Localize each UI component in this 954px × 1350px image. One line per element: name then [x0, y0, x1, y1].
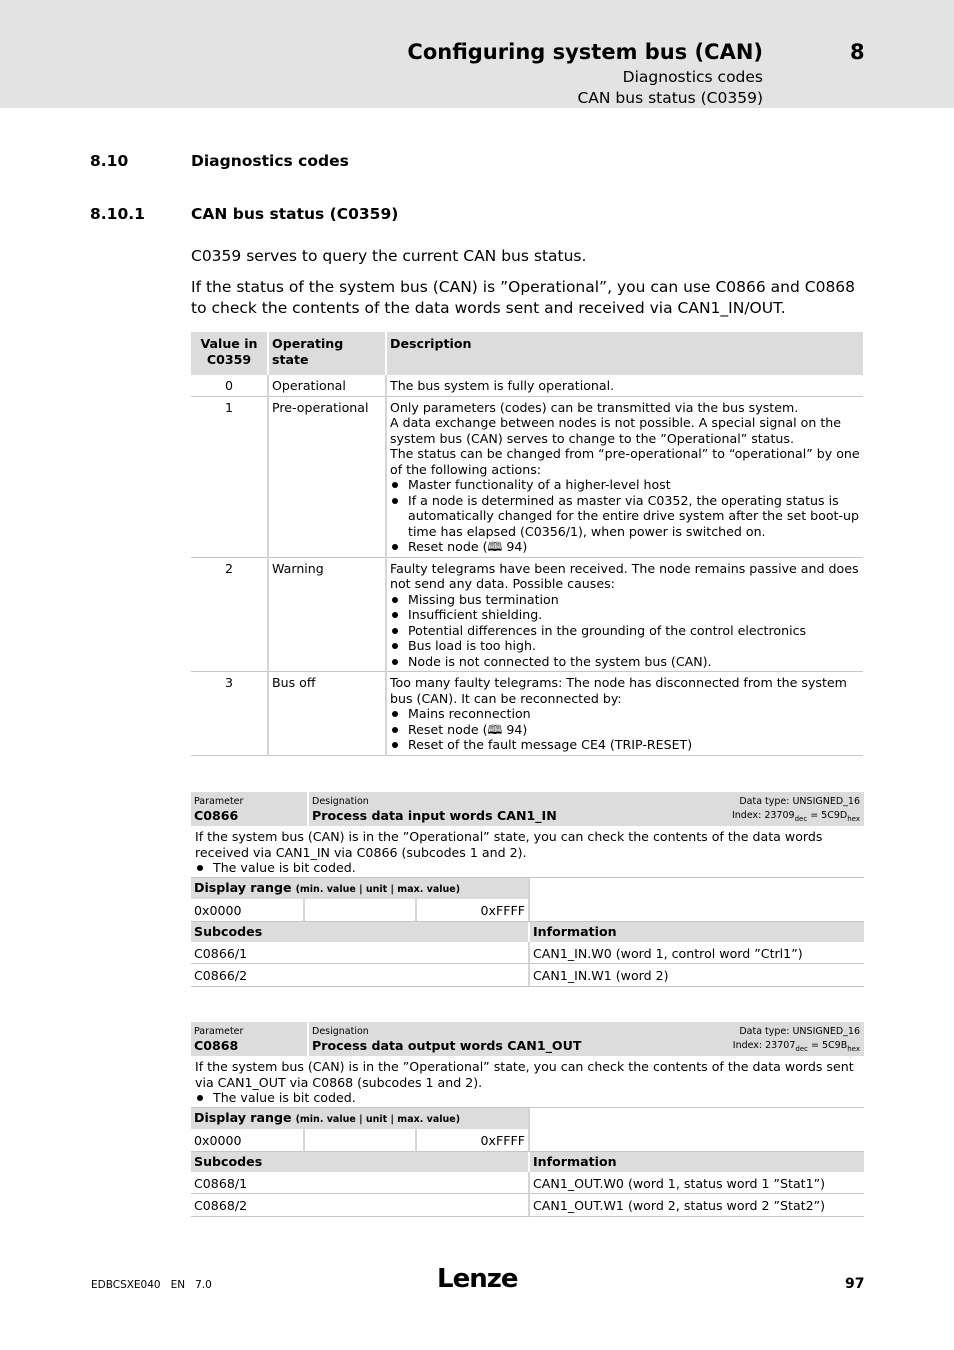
parameter-c0868: [191, 1022, 864, 1217]
parameter-code: C0866: [194, 808, 239, 823]
header-subtitle-1: Diagnostics codes: [622, 68, 763, 86]
parameter-description: If the system bus (CAN) is in the ”Operational” state, you can check the contents of the data words received via CAN1_IN via C0866 (subcodes 1 and 2). The value is bit coded.: [191, 826, 864, 877]
status-state: Pre-operational: [268, 396, 386, 557]
status-description: [386, 396, 863, 557]
parameter-label: Parameter: [194, 796, 244, 807]
bullet-item: If a node is determined as master via C0352, the operating status is automatically changed for the entire drive system after the set boot-up time has elapsed (C0356/1), when power is switched on.: [390, 493, 860, 540]
bullet-item: Reset node (🕮 94): [390, 539, 860, 555]
description-line: A data exchange between nodes is not possible. A special signal on the system bus (CAN) serves to change to the ”Operational” status.: [390, 415, 841, 446]
parameter-label: Parameter: [194, 1026, 244, 1037]
information-label: Information: [528, 922, 864, 942]
status-value: 0: [191, 375, 268, 396]
bullet-item: Bus load is too high.: [390, 638, 860, 654]
status-row: [191, 396, 863, 557]
section-title: Diagnostics codes: [191, 152, 349, 170]
lenze-logo: Lenze: [437, 1264, 518, 1294]
parameter-description: If the system bus (CAN) is in the ”Operational” state, you can check the contents of the data words sent via CAN1_OUT via C0868 (subcodes 1 and 2). The value is bit coded.: [191, 1056, 864, 1107]
display-range-label: Display range: [194, 879, 292, 895]
description-line: Only parameters (codes) can be transmitted via the bus system.: [390, 399, 799, 415]
bullet-item: The value is bit coded.: [195, 1090, 861, 1106]
status-row: [191, 672, 863, 756]
data-type-info: [733, 1025, 860, 1056]
subsection-title: CAN bus status (C0359): [191, 205, 399, 223]
designation-label: Designation: [312, 1026, 369, 1037]
bullet-item: Reset of the fault message CE4 (TRIP-RESET): [390, 737, 860, 753]
description-line: Faulty telegrams have been received. The node remains passive and does not send any data. Possible causes:: [390, 560, 859, 591]
status-value: 3: [191, 672, 268, 756]
bullet-item: Missing bus termination: [390, 592, 860, 608]
description-line: The bus system is fully operational.: [390, 378, 615, 393]
subsection-number: 8.10.1: [90, 205, 145, 223]
status-description: [386, 557, 863, 672]
status-state: Operational: [268, 375, 386, 396]
chapter-number: 8: [850, 40, 865, 64]
description-line: Too many faulty telegrams: The node has disconnected from the system bus (CAN). It can be reconnected by:: [390, 675, 847, 706]
page-number: 97: [845, 1276, 865, 1292]
parameter-header: [191, 1022, 864, 1056]
index-info: Index: $23707_{dec} = 5C9B_{hex}$: [732, 1040, 860, 1053]
status-row: [191, 557, 863, 672]
bullet-item: Node is not connected to the system bus (CAN).: [390, 654, 860, 670]
bullet-item: Master functionality of a higher-level host: [390, 477, 860, 493]
header-state: Operating state: [268, 332, 386, 375]
subcode-row: C0866/2 CAN1_IN.W1 (word 2): [191, 964, 864, 987]
status-table-header: [191, 332, 863, 375]
status-value: 2: [191, 557, 268, 672]
data-type-info: [732, 795, 860, 826]
information-label: Information: [528, 1152, 864, 1172]
display-range-hint: (min. value | unit | max. value): [295, 883, 461, 895]
bullet-item: Mains reconnection: [390, 706, 860, 722]
min-value: 0x0000: [191, 1129, 303, 1152]
parameter-code: C0868: [194, 1038, 239, 1053]
designation: Process data output words CAN1_OUT: [312, 1038, 582, 1053]
header-title: Configuring system bus (CAN): [407, 40, 763, 64]
value-grid: [191, 1107, 864, 1217]
section-number: 8.10: [90, 152, 129, 170]
parameter-c0866: [191, 792, 864, 987]
document-id: EDBCSXE040 EN 7.0: [91, 1279, 212, 1291]
status-state: Warning: [268, 557, 386, 672]
page-header: [0, 0, 954, 108]
bullet-item: Potential differences in the grounding of the control electronics: [390, 623, 860, 639]
bullet-item: Insufficient shielding.: [390, 607, 860, 623]
designation-label: Designation: [312, 796, 369, 807]
status-state: Bus off: [268, 672, 386, 756]
status-value: 1: [191, 396, 268, 557]
parameter-header: [191, 792, 864, 826]
min-value: 0x0000: [191, 899, 303, 922]
header-subtitle-2: CAN bus status (C0359): [577, 89, 763, 107]
status-description: [386, 672, 863, 756]
subcode-row: C0868/2 CAN1_OUT.W1 (word 2, status word 2 ”Stat2”): [191, 1194, 864, 1217]
header-value: Value in C0359: [191, 332, 268, 375]
description-line: The status can be changed from “pre-operational” to “operational” by one of the following actions:: [390, 446, 860, 477]
subcode-row: C0868/1 CAN1_OUT.W0 (word 1, status word 1 ”Stat1”): [191, 1172, 864, 1195]
display-range-label: Display range: [194, 1109, 292, 1125]
value-grid: [191, 877, 864, 987]
data-type: Data type: UNSIGNED_16: [739, 1026, 860, 1037]
subcodes-label: Subcodes: [194, 1154, 263, 1169]
index-info: Index: $23709_{dec} = 5C9D_{hex}$: [731, 810, 860, 823]
status-table: [191, 332, 863, 756]
max-value: 0xFFFF: [415, 1129, 528, 1152]
designation: Process data input words CAN1_IN: [312, 808, 557, 823]
intro-paragraph-2: If the status of the system bus (CAN) is ”Operational”, you can use C0866 and C0868 to check the contents of the data words sent and received via CAN1_IN/OUT.: [191, 278, 856, 317]
bullet-item: Reset node (🕮 94): [390, 722, 860, 738]
bullet-item: The value is bit coded.: [195, 860, 861, 876]
data-type: Data type: UNSIGNED_16: [739, 796, 860, 807]
status-description: [386, 375, 863, 396]
header-description: Description: [386, 332, 863, 375]
subcode-row: C0866/1 CAN1_IN.W0 (word 1, control word ”Ctrl1”): [191, 942, 864, 965]
status-row: [191, 375, 863, 396]
display-range-hint: (min. value | unit | max. value): [295, 1113, 461, 1125]
intro-paragraph-1: C0359 serves to query the current CAN bus status.: [191, 247, 587, 265]
max-value: 0xFFFF: [415, 899, 528, 922]
subcodes-label: Subcodes: [194, 924, 263, 939]
